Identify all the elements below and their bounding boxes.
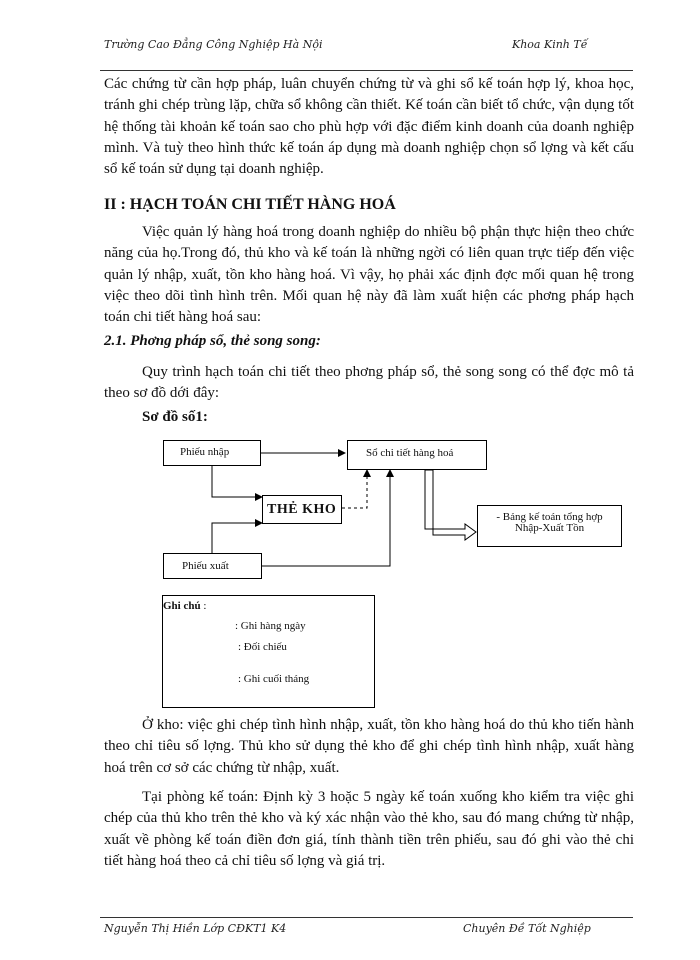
arrow-reconcile-up bbox=[342, 470, 367, 508]
paragraph-process: Quy trình hạch toán chi tiết theo phơng pháp sổ, thẻ song song có thể đợc mô tả theo sơ đồ dới đây: bbox=[104, 364, 634, 402]
paragraph-intro: Các chứng từ cần hợp pháp, luân chuyển chứng từ và ghi sổ kế toán hợp lý, khoa học, tránh ghi chép trùng lặp, chữa sổ không cần thiết. Kế toán cần biết tổ chức, vận dụng tốt hệ thống tài khoản kế toán sao cho phù hợp với đặc điểm kinh doanh của doanh nghiệp mình. Và tuỳ theo hình thức kế toán áp dụng mà doanh nghiệp chọn sổ lợng và kết cấu sổ kế toán sử dụng tại doanh nghiệp. bbox=[104, 76, 634, 178]
footer-author: Nguyễn Thị Hiền Lớp CĐKT1 K4 bbox=[104, 922, 287, 935]
section-heading: II : HẠCH TOÁN CHI TIẾT HÀNG HOÁ bbox=[104, 196, 396, 213]
header-department: Khoa Kinh Tế bbox=[512, 38, 588, 51]
box-the-kho: THẺ KHO bbox=[262, 495, 342, 524]
box-so-chi-tiet: Sổ chi tiết hàng hoá bbox=[347, 440, 487, 470]
legend-compare-label: : Đối chiếu bbox=[238, 641, 287, 653]
footer-title: Chuyên Đề Tốt Nghiệp bbox=[463, 922, 591, 935]
paragraph-management: Việc quản lý hàng hoá trong doanh nghiệp do nhiều bộ phận thực hiện theo chức năng của họ.Trong đó, thủ kho và kế toán là những ngời có liên quan trực tiếp đến việc quản lý nhập, xuất, tồn kho hàng hoá. Vì vậy, họ phải xác định đợc mối quan hệ trong việc theo dõi tình hình trên. Mối quan hệ này đã làm xuất hiện các phơng pháp hạch toán chi tiết hàng hoá sau: bbox=[104, 224, 634, 326]
box-phieu-xuat: Phiếu xuất bbox=[163, 553, 262, 579]
footer-rule bbox=[100, 917, 633, 918]
header-school: Trường Cao Đẳng Công Nghiệp Hà Nội bbox=[104, 38, 323, 51]
arrow-xuat-to-thekho bbox=[212, 523, 262, 553]
arrow-nhap-to-thekho bbox=[212, 466, 262, 497]
paragraph-accounting: Tại phòng kế toán: Định kỳ 3 hoặc 5 ngày kế toán xuống kho kiểm tra việc ghi chép của thủ kho trên thẻ kho và ký xác nhận vào thẻ kho, sau đó mang chứng từ nhập, xuất về phòng kế toán điền đơn giá, tính thành tiền trên phiếu, sau đó ghi vào thẻ chi tiết hàng hoá theo cả chỉ tiêu số lợng và giá trị. bbox=[104, 789, 634, 869]
paragraph-warehouse: Ở kho: việc ghi chép tình hình nhập, xuất, tồn kho hàng hoá do thủ kho tiến hành theo chỉ tiêu số lợng. Thủ kho sử dụng thẻ kho để ghi chép tình hình nhập, xuất hàng hoá trên cơ sở các chứng từ nhập, xuất. bbox=[104, 717, 634, 776]
box-bang-ke-toan: - Bảng kế toán tổng hợp Nhập-Xuất Tồn bbox=[477, 505, 622, 547]
legend-title: Ghi chú : bbox=[163, 600, 207, 612]
arrow-monthly-summary bbox=[425, 470, 476, 540]
legend-monthly-label: : Ghi cuối tháng bbox=[238, 673, 310, 685]
diagram-title: Sơ đồ số1: bbox=[142, 409, 208, 425]
subsection-heading: 2.1. Phơng pháp sổ, thẻ song song: bbox=[104, 333, 321, 349]
box-phieu-nhap: Phiếu nhập bbox=[163, 440, 261, 466]
legend-daily-label: : Ghi hàng ngày bbox=[235, 620, 306, 632]
legend-box bbox=[162, 595, 375, 708]
